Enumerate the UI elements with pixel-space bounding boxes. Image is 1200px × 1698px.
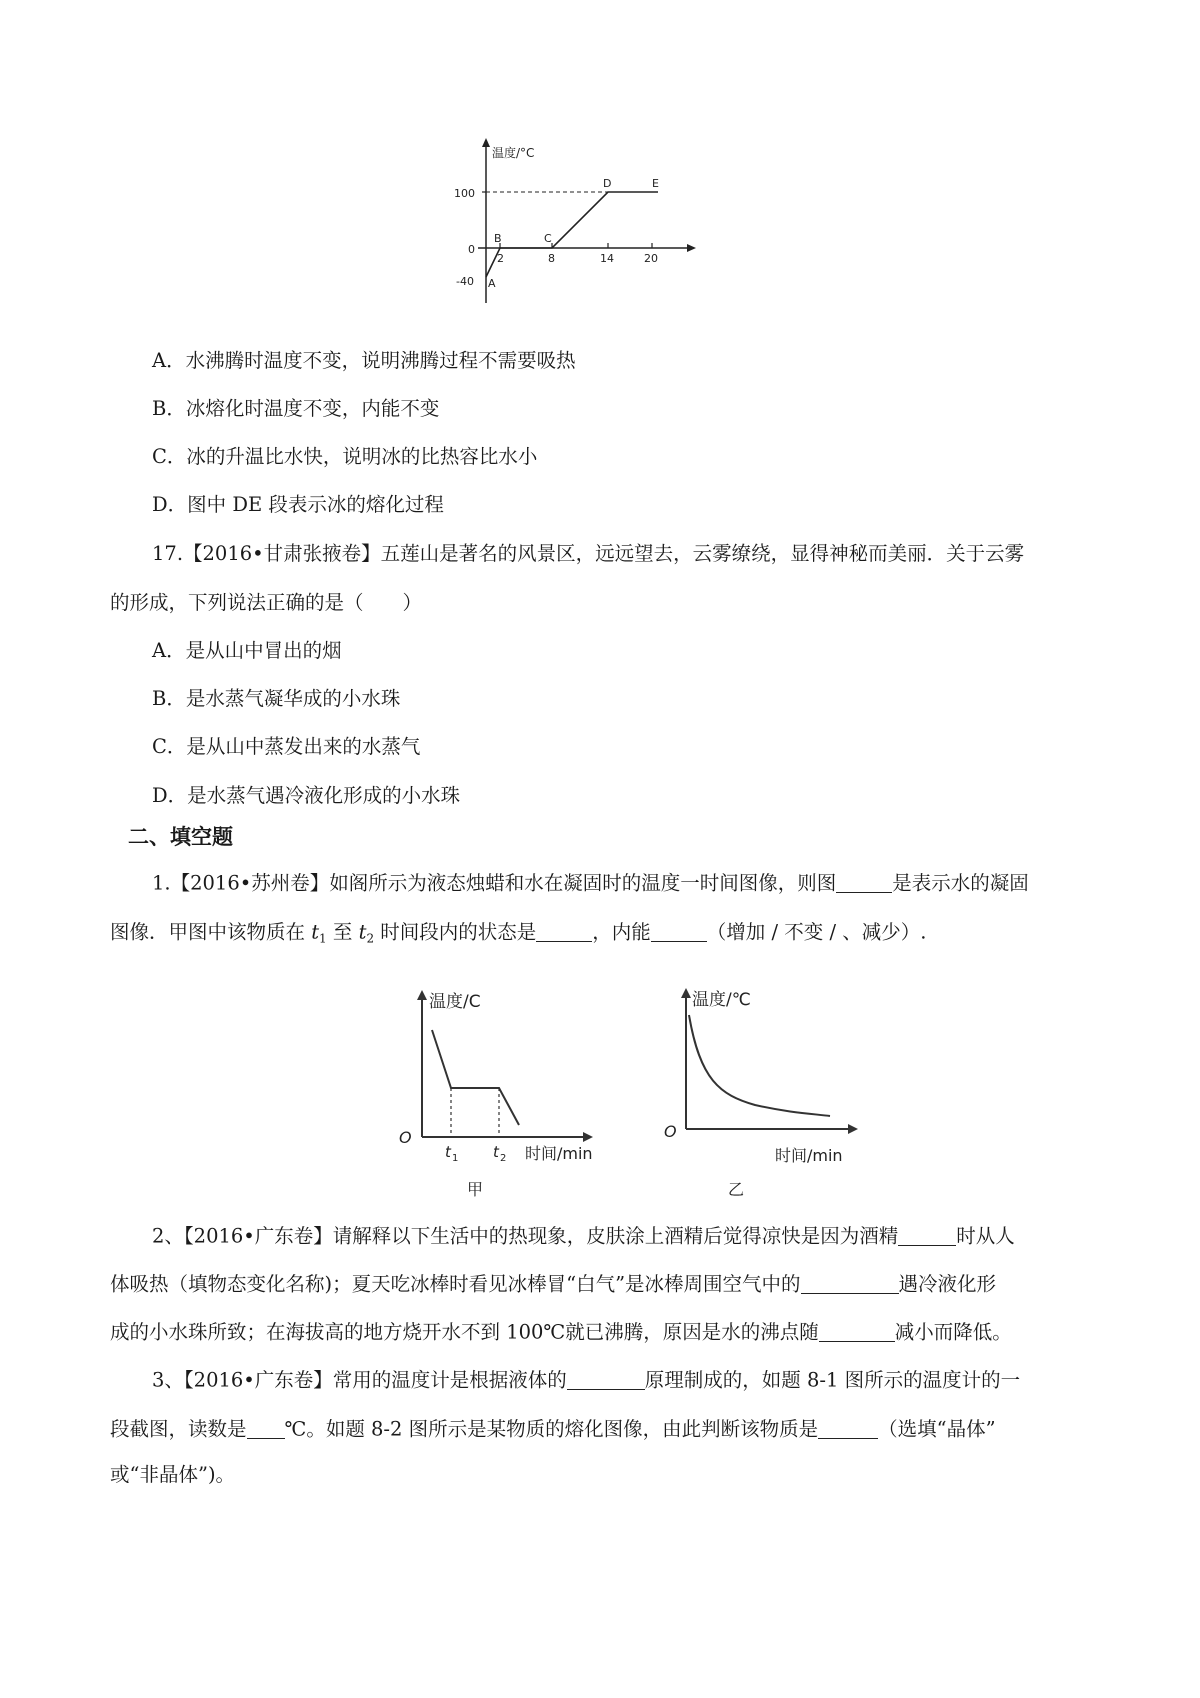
f3-blank-3[interactable] [818, 1418, 878, 1439]
figure-cooling-graph-yi [660, 985, 890, 1200]
x-axis-arrow [687, 244, 696, 252]
yi-x-label: 时间/min [775, 1146, 843, 1165]
q16-option-c: C．冰的升温比水快，说明冰的比热容比水小 [152, 445, 538, 468]
f1-line1: 1.【2016•苏州卷】如阁所示为液态烛蜡和水在凝固时的温度一时间图像，则图 是表示水的凝固 [152, 871, 1029, 895]
q16-option-a: A．水沸腾时温度不变，说明沸腾过程不需要吸热 [152, 349, 576, 372]
graph-yi-svg [660, 985, 890, 1200]
f2-line2: 体吸热（填物态变化名称)；夏天吃冰棒时看见冰棒冒“白气”是冰棒周围空气中的 遇冷液化形 [110, 1272, 997, 1296]
point-label-a: A [488, 277, 496, 290]
f3-line2: 段截图，读数是 ℃。如题 8-2 图所示是某物质的熔化图像，由此判断该物质是 （选填“晶体” [110, 1417, 996, 1441]
point-label-c: C [544, 232, 552, 245]
figure-cooling-graph-jia [395, 985, 610, 1200]
y-tick-minus40: -40 [456, 275, 474, 288]
jia-y-label: 温度/C [429, 992, 481, 1012]
f3-line1: 3、【2016•广东卷】常用的温度计是根据液体的 原理制成的，如题 8-1 图所示的温度计的一 [152, 1368, 1021, 1392]
y-axis-arrow [482, 138, 490, 147]
f3-line3: 或“非晶体”)。 [110, 1463, 236, 1486]
section-heading-fill-in: 二、填空题 [128, 825, 233, 849]
graph-jia-svg [395, 985, 610, 1200]
f2-blank-1[interactable] [898, 1225, 956, 1246]
f1-blank-3[interactable] [651, 921, 707, 942]
x-tick-20: 20 [644, 252, 658, 265]
f2-blank-2[interactable] [801, 1273, 899, 1294]
f1-blank-2[interactable] [536, 921, 592, 942]
f2-line3: 成的小水珠所致；在海拔高的地方烧开水不到 100℃就已沸腾，原因是水的沸点随 减小而降低。 [110, 1320, 1012, 1344]
q17-stem-line2: 的形成，下列说法正确的是（ ） [110, 591, 423, 614]
point-label-d: D [603, 177, 612, 190]
jia-t2: t [493, 1143, 499, 1161]
f2-line1: 2、【2016•广东卷】请解释以下生活中的热现象，皮肤涂上酒精后觉得凉快是因为酒精 时从人 [152, 1224, 1015, 1248]
x-tick-8: 8 [548, 252, 555, 265]
f2-blank-3[interactable] [819, 1321, 895, 1342]
f3-blank-1[interactable] [567, 1369, 645, 1390]
f1-line2: 图像．甲图中该物质在 $t_1$ 至 $t_2$ 时间段内的状态是 ，内能 （增加 / 不变 / 、减少）. [110, 920, 927, 946]
f1-blank-1[interactable] [836, 872, 892, 893]
x-tick-2: 2 [497, 252, 504, 265]
y-axis-label: 温度/°C [492, 146, 535, 160]
q16-option-d: D．图中 DE 段表示冰的熔化过程 [152, 493, 444, 516]
q17-option-b: B．是水蒸气凝华成的小水珠 [152, 687, 401, 710]
jia-t1: t [445, 1143, 451, 1161]
q16-option-b: B．冰熔化时温度不变，内能不变 [152, 397, 440, 420]
yi-origin: O [664, 1122, 677, 1141]
q17-stem-line1: 17.【2016•甘肃张掖卷】五莲山是著名的风景区，远远望去，云雾缭绕，显得神秘而美丽．关于云雾 [152, 542, 1025, 565]
f3-blank-2[interactable] [247, 1418, 285, 1439]
heating-curve [486, 192, 658, 277]
jia-origin: O [399, 1128, 412, 1147]
yi-caption: 乙 [728, 1180, 745, 1199]
yi-y-label: 温度/℃ [692, 990, 751, 1010]
q17-option-a: A．是从山中冒出的烟 [152, 639, 342, 662]
figure-ice-heating-graph [440, 135, 720, 310]
point-label-b: B [494, 232, 502, 245]
q17-option-d: D．是水蒸气遇冷液化形成的小水珠 [152, 784, 461, 807]
point-label-e: E [652, 177, 659, 190]
jia-t2-sub: 2 [500, 1153, 507, 1164]
x-tick-14: 14 [600, 252, 614, 265]
q17-option-c: C．是从山中蒸发出来的水蒸气 [152, 735, 421, 758]
ice-graph-svg [440, 135, 720, 310]
y-tick-0: 0 [468, 243, 475, 256]
y-tick-100: 100 [454, 187, 475, 200]
jia-x-label: 时间/min [525, 1144, 593, 1163]
jia-caption: 甲 [467, 1180, 484, 1199]
jia-t1-sub: 1 [452, 1153, 459, 1164]
